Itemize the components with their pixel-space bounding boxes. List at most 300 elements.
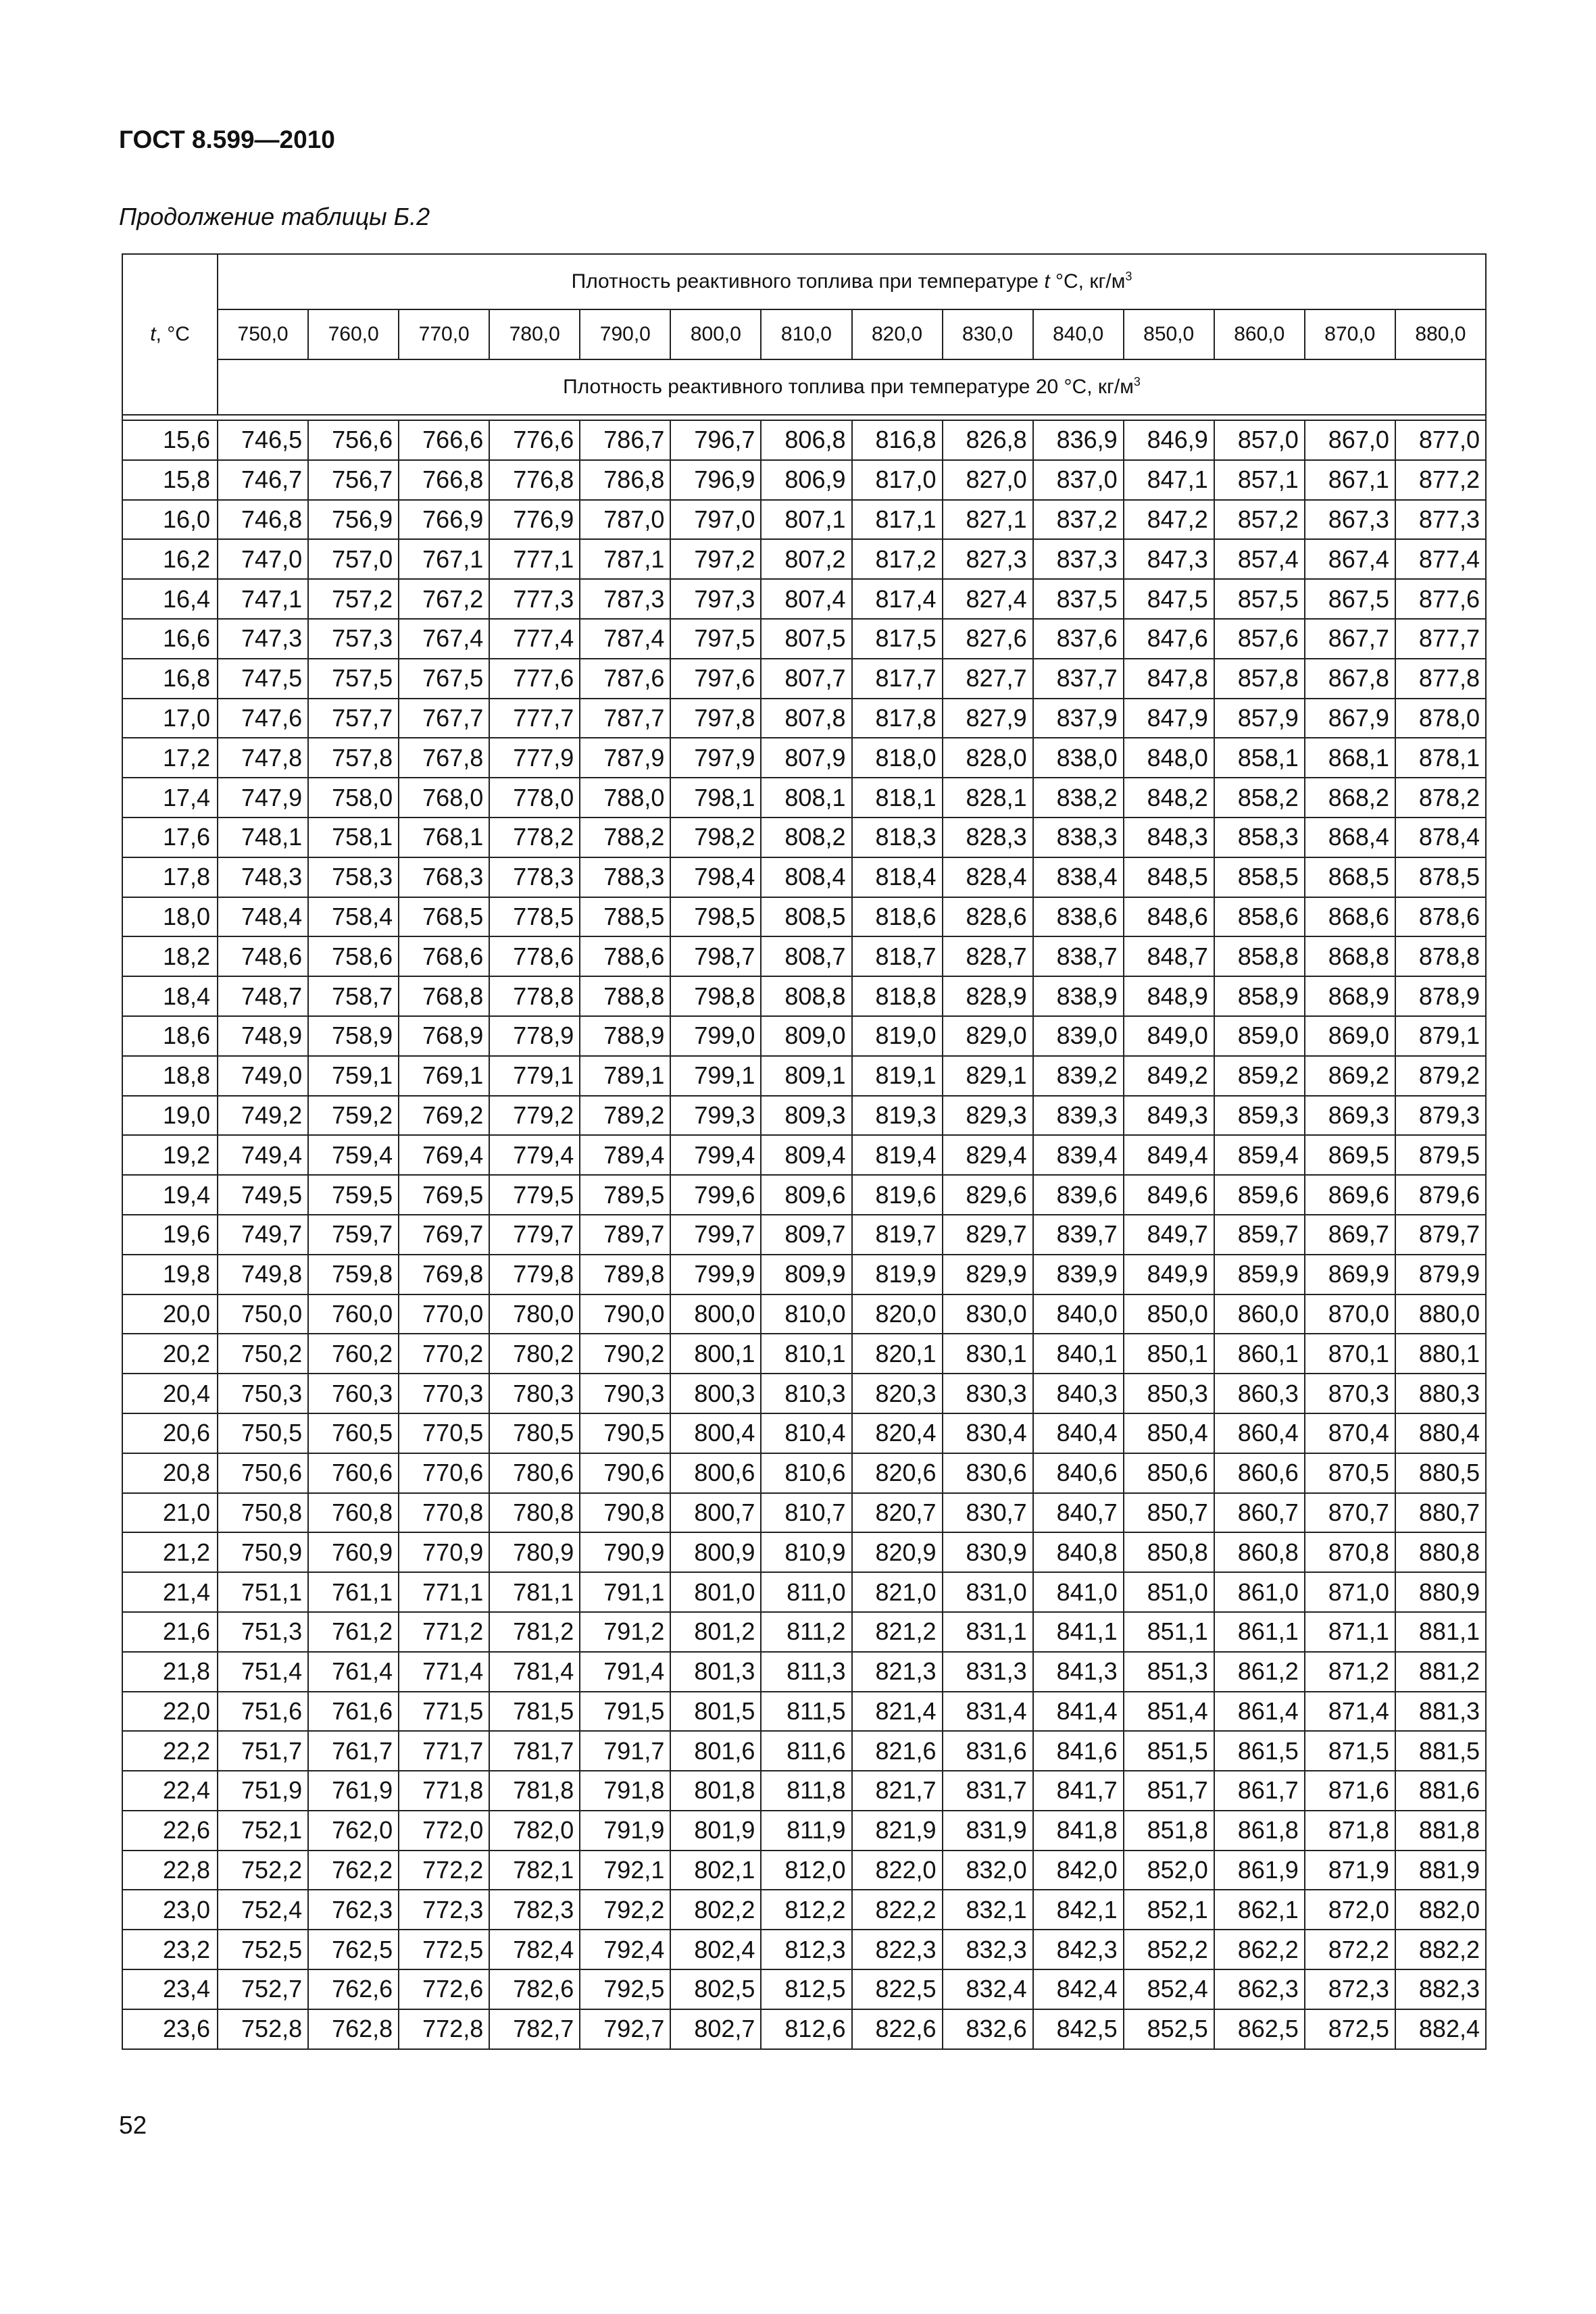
density-cell: 848,6 xyxy=(1124,897,1214,937)
density-cell: 787,0 xyxy=(580,500,670,540)
table-row xyxy=(122,1413,1486,1453)
density-cell: 747,5 xyxy=(218,659,308,699)
density-cell: 829,0 xyxy=(943,1016,1033,1056)
density-column-header: 810,0 xyxy=(761,309,851,359)
density-cell: 859,2 xyxy=(1214,1056,1305,1096)
density-cell: 880,0 xyxy=(1395,1294,1486,1334)
density-cell: 871,9 xyxy=(1305,1851,1395,1890)
density-cell: 788,3 xyxy=(580,857,670,897)
density-columns-row xyxy=(122,309,1486,359)
density-cell: 777,6 xyxy=(489,659,580,699)
density-cell: 817,4 xyxy=(852,579,943,619)
density-cell: 771,7 xyxy=(399,1731,489,1771)
density-cell: 752,8 xyxy=(218,2009,308,2049)
density-cell: 798,5 xyxy=(670,897,761,937)
table-row xyxy=(122,818,1486,857)
temperature-cell: 19,6 xyxy=(122,1215,218,1255)
density-cell: 748,6 xyxy=(218,936,308,976)
density-cell: 797,9 xyxy=(670,738,761,778)
table-row xyxy=(122,1056,1486,1096)
density-cell: 829,1 xyxy=(943,1056,1033,1096)
density-cell: 788,0 xyxy=(580,778,670,818)
density-cell: 880,7 xyxy=(1395,1493,1486,1533)
density-cell: 832,1 xyxy=(943,1890,1033,1930)
density-cell: 798,7 xyxy=(670,936,761,976)
density-cell: 820,7 xyxy=(852,1493,943,1533)
density-cell: 791,5 xyxy=(580,1692,670,1732)
density-cell: 770,9 xyxy=(399,1532,489,1572)
density-cell: 831,3 xyxy=(943,1652,1033,1692)
density-cell: 870,5 xyxy=(1305,1453,1395,1493)
density-cell: 828,7 xyxy=(943,936,1033,976)
density-cell: 851,4 xyxy=(1124,1692,1214,1732)
density-cell: 880,8 xyxy=(1395,1532,1486,1572)
density-cell: 847,8 xyxy=(1124,659,1214,699)
table-row xyxy=(122,619,1486,659)
density-cell: 850,6 xyxy=(1124,1453,1214,1493)
density-cell: 749,5 xyxy=(218,1175,308,1215)
density-cell: 768,0 xyxy=(399,778,489,818)
density-cell: 819,6 xyxy=(852,1175,943,1215)
density-cell: 788,8 xyxy=(580,976,670,1016)
density-cell: 842,0 xyxy=(1033,1851,1124,1890)
density-cell: 867,3 xyxy=(1305,500,1395,540)
table-row xyxy=(122,1493,1486,1533)
density-cell: 850,8 xyxy=(1124,1532,1214,1572)
density-cell: 748,7 xyxy=(218,976,308,1016)
density-cell: 850,4 xyxy=(1124,1413,1214,1453)
density-cell: 860,8 xyxy=(1214,1532,1305,1572)
density-cell: 798,4 xyxy=(670,857,761,897)
density-cell: 827,1 xyxy=(943,500,1033,540)
density-cell: 791,7 xyxy=(580,1731,670,1771)
density-cell: 881,5 xyxy=(1395,1731,1486,1771)
density-cell: 760,2 xyxy=(308,1334,399,1374)
density-cell: 782,4 xyxy=(489,1930,580,1969)
density-cell: 877,3 xyxy=(1395,500,1486,540)
density-cell: 881,2 xyxy=(1395,1652,1486,1692)
density-cell: 807,1 xyxy=(761,500,851,540)
table-row xyxy=(122,659,1486,699)
density-cell: 821,3 xyxy=(852,1652,943,1692)
density-cell: 861,0 xyxy=(1214,1572,1305,1612)
density-table xyxy=(122,253,1487,2050)
density-cell: 818,1 xyxy=(852,778,943,818)
density-cell: 832,3 xyxy=(943,1930,1033,1969)
density-cell: 770,5 xyxy=(399,1413,489,1453)
density-cell: 807,2 xyxy=(761,539,851,579)
density-cell: 807,7 xyxy=(761,659,851,699)
table-row xyxy=(122,1175,1486,1215)
density-cell: 818,0 xyxy=(852,738,943,778)
density-cell: 820,3 xyxy=(852,1374,943,1413)
density-column-header: 760,0 xyxy=(308,309,399,359)
density-cell: 808,1 xyxy=(761,778,851,818)
density-cell: 818,4 xyxy=(852,857,943,897)
density-cell: 757,5 xyxy=(308,659,399,699)
density-cell: 849,7 xyxy=(1124,1215,1214,1255)
density-cell: 760,8 xyxy=(308,1493,399,1533)
density-cell: 817,7 xyxy=(852,659,943,699)
density-cell: 852,4 xyxy=(1124,1969,1214,2009)
density-cell: 870,7 xyxy=(1305,1493,1395,1533)
table-row xyxy=(122,897,1486,937)
density-cell: 852,5 xyxy=(1124,2009,1214,2049)
density-cell: 768,3 xyxy=(399,857,489,897)
density-cell: 792,1 xyxy=(580,1851,670,1890)
density-cell: 802,1 xyxy=(670,1851,761,1890)
density-cell: 879,9 xyxy=(1395,1255,1486,1294)
density-cell: 802,2 xyxy=(670,1890,761,1930)
density-cell: 841,1 xyxy=(1033,1612,1124,1652)
density-cell: 797,2 xyxy=(670,539,761,579)
density-cell: 871,1 xyxy=(1305,1612,1395,1652)
density-cell: 848,0 xyxy=(1124,738,1214,778)
density-cell: 767,1 xyxy=(399,539,489,579)
density-cell: 867,8 xyxy=(1305,659,1395,699)
density-cell: 799,0 xyxy=(670,1016,761,1056)
density-cell: 840,1 xyxy=(1033,1334,1124,1374)
density-cell: 797,3 xyxy=(670,579,761,619)
temperature-cell: 22,4 xyxy=(122,1771,218,1811)
density-cell: 818,3 xyxy=(852,818,943,857)
density-cell: 766,8 xyxy=(399,460,489,500)
density-cell: 797,5 xyxy=(670,619,761,659)
density-cell: 882,0 xyxy=(1395,1890,1486,1930)
density-cell: 757,2 xyxy=(308,579,399,619)
document-code: ГОСТ 8.599—2010 xyxy=(119,126,335,153)
density-cell: 750,9 xyxy=(218,1532,308,1572)
density-cell: 857,0 xyxy=(1214,420,1305,460)
density-cell: 747,0 xyxy=(218,539,308,579)
density-cell: 770,0 xyxy=(399,1294,489,1334)
density-cell: 750,8 xyxy=(218,1493,308,1533)
density-cell: 799,3 xyxy=(670,1096,761,1136)
density-cell: 878,9 xyxy=(1395,976,1486,1016)
density-cell: 788,5 xyxy=(580,897,670,937)
density-cell: 751,3 xyxy=(218,1612,308,1652)
density-cell: 799,1 xyxy=(670,1056,761,1096)
density-cell: 879,6 xyxy=(1395,1175,1486,1215)
density-cell: 859,7 xyxy=(1214,1215,1305,1255)
density-cell: 800,0 xyxy=(670,1294,761,1334)
density-cell: 809,6 xyxy=(761,1175,851,1215)
density-cell: 812,0 xyxy=(761,1851,851,1890)
density-cell: 858,3 xyxy=(1214,818,1305,857)
density-cell: 858,2 xyxy=(1214,778,1305,818)
density-cell: 771,4 xyxy=(399,1652,489,1692)
density-cell: 778,9 xyxy=(489,1016,580,1056)
density-cell: 841,4 xyxy=(1033,1692,1124,1732)
density-cell: 772,3 xyxy=(399,1890,489,1930)
density-cell: 799,7 xyxy=(670,1215,761,1255)
density-cell: 779,4 xyxy=(489,1135,580,1175)
density-cell: 751,4 xyxy=(218,1652,308,1692)
density-cell: 877,8 xyxy=(1395,659,1486,699)
density-cell: 771,2 xyxy=(399,1612,489,1652)
density-cell: 861,1 xyxy=(1214,1612,1305,1652)
density-cell: 777,7 xyxy=(489,699,580,738)
density-cell: 749,2 xyxy=(218,1096,308,1136)
table-row xyxy=(122,1096,1486,1136)
density-cell: 752,2 xyxy=(218,1851,308,1890)
density-cell: 851,8 xyxy=(1124,1811,1214,1851)
density-cell: 746,5 xyxy=(218,420,308,460)
density-cell: 847,6 xyxy=(1124,619,1214,659)
density-cell: 882,3 xyxy=(1395,1969,1486,2009)
density-cell: 859,0 xyxy=(1214,1016,1305,1056)
density-cell: 832,0 xyxy=(943,1851,1033,1890)
density-cell: 817,8 xyxy=(852,699,943,738)
density-cell: 811,8 xyxy=(761,1771,851,1811)
density-cell: 798,8 xyxy=(670,976,761,1016)
density-cell: 777,9 xyxy=(489,738,580,778)
density-cell: 790,0 xyxy=(580,1294,670,1334)
density-cell: 839,4 xyxy=(1033,1135,1124,1175)
density-cell: 802,4 xyxy=(670,1930,761,1969)
density-cell: 839,7 xyxy=(1033,1215,1124,1255)
density-cell: 808,7 xyxy=(761,936,851,976)
density-cell: 806,9 xyxy=(761,460,851,500)
density-cell: 827,6 xyxy=(943,619,1033,659)
density-cell: 828,6 xyxy=(943,897,1033,937)
density-cell: 880,5 xyxy=(1395,1453,1486,1493)
temperature-cell: 17,2 xyxy=(122,738,218,778)
density-cell: 877,7 xyxy=(1395,619,1486,659)
density-cell: 786,8 xyxy=(580,460,670,500)
temperature-cell: 19,8 xyxy=(122,1255,218,1294)
density-cell: 879,7 xyxy=(1395,1215,1486,1255)
density-column-header: 880,0 xyxy=(1395,309,1486,359)
density-cell: 839,3 xyxy=(1033,1096,1124,1136)
density-cell: 808,8 xyxy=(761,976,851,1016)
density-cell: 837,5 xyxy=(1033,579,1124,619)
density-cell: 871,2 xyxy=(1305,1652,1395,1692)
density-cell: 759,5 xyxy=(308,1175,399,1215)
table-row xyxy=(122,1215,1486,1255)
density-cell: 779,7 xyxy=(489,1215,580,1255)
density-cell: 839,0 xyxy=(1033,1016,1124,1056)
density-cell: 830,0 xyxy=(943,1294,1033,1334)
table-row xyxy=(122,579,1486,619)
density-cell: 857,9 xyxy=(1214,699,1305,738)
density-cell: 762,5 xyxy=(308,1930,399,1969)
density-cell: 857,8 xyxy=(1214,659,1305,699)
density-cell: 746,8 xyxy=(218,500,308,540)
density-cell: 788,6 xyxy=(580,936,670,976)
density-cell: 821,9 xyxy=(852,1811,943,1851)
table-row xyxy=(122,738,1486,778)
density-cell: 842,1 xyxy=(1033,1890,1124,1930)
density-cell: 789,5 xyxy=(580,1175,670,1215)
density-cell: 861,4 xyxy=(1214,1692,1305,1732)
density-cell: 880,4 xyxy=(1395,1413,1486,1453)
density-cell: 881,1 xyxy=(1395,1612,1486,1652)
density-cell: 869,7 xyxy=(1305,1215,1395,1255)
density-cell: 799,4 xyxy=(670,1135,761,1175)
density-cell: 777,1 xyxy=(489,539,580,579)
table-row xyxy=(122,1016,1486,1056)
density-cell: 872,2 xyxy=(1305,1930,1395,1969)
density-cell: 809,1 xyxy=(761,1056,851,1096)
density-cell: 836,9 xyxy=(1033,420,1124,460)
temperature-cell: 20,0 xyxy=(122,1294,218,1334)
density-cell: 871,4 xyxy=(1305,1692,1395,1732)
density-cell: 850,0 xyxy=(1124,1294,1214,1334)
density-column-header: 860,0 xyxy=(1214,309,1305,359)
temperature-cell: 16,2 xyxy=(122,539,218,579)
density-cell: 821,4 xyxy=(852,1692,943,1732)
density-cell: 812,2 xyxy=(761,1890,851,1930)
density-cell: 849,4 xyxy=(1124,1135,1214,1175)
top-header: Плотность реактивного топлива при температуре t °С, $кг/м^3$ xyxy=(218,254,1486,309)
density-column-header: 870,0 xyxy=(1305,309,1395,359)
density-cell: 847,2 xyxy=(1124,500,1214,540)
density-cell: 801,3 xyxy=(670,1652,761,1692)
table-row xyxy=(122,1811,1486,1851)
density-cell: 878,8 xyxy=(1395,936,1486,976)
temperature-cell: 16,0 xyxy=(122,500,218,540)
density-cell: 792,7 xyxy=(580,2009,670,2049)
density-cell: 870,8 xyxy=(1305,1532,1395,1572)
density-cell: 831,4 xyxy=(943,1692,1033,1732)
temperature-cell: 16,8 xyxy=(122,659,218,699)
density-cell: 818,6 xyxy=(852,897,943,937)
density-cell: 851,0 xyxy=(1124,1572,1214,1612)
table-row xyxy=(122,1374,1486,1413)
density-cell: 798,2 xyxy=(670,818,761,857)
density-cell: 768,6 xyxy=(399,936,489,976)
density-cell: 758,6 xyxy=(308,936,399,976)
density-cell: 792,5 xyxy=(580,1969,670,2009)
density-cell: 792,4 xyxy=(580,1930,670,1969)
density-cell: 862,3 xyxy=(1214,1969,1305,2009)
table-row xyxy=(122,1851,1486,1890)
density-cell: 869,9 xyxy=(1305,1255,1395,1294)
density-cell: 810,6 xyxy=(761,1453,851,1493)
density-cell: 781,2 xyxy=(489,1612,580,1652)
table-row xyxy=(122,500,1486,540)
density-cell: 829,6 xyxy=(943,1175,1033,1215)
density-cell: 829,4 xyxy=(943,1135,1033,1175)
density-cell: 776,8 xyxy=(489,460,580,500)
density-cell: 817,1 xyxy=(852,500,943,540)
density-cell: 857,2 xyxy=(1214,500,1305,540)
density-cell: 772,5 xyxy=(399,1930,489,1969)
density-cell: 778,6 xyxy=(489,936,580,976)
density-cell: 827,3 xyxy=(943,539,1033,579)
density-cell: 870,1 xyxy=(1305,1334,1395,1374)
density-cell: 779,2 xyxy=(489,1096,580,1136)
density-cell: 782,3 xyxy=(489,1890,580,1930)
table-row xyxy=(122,1572,1486,1612)
density-cell: 850,1 xyxy=(1124,1334,1214,1374)
density-cell: 769,8 xyxy=(399,1255,489,1294)
table-row xyxy=(122,1969,1486,2009)
density-cell: 840,3 xyxy=(1033,1374,1124,1413)
density-cell: 809,7 xyxy=(761,1215,851,1255)
density-cell: 747,6 xyxy=(218,699,308,738)
density-cell: 779,8 xyxy=(489,1255,580,1294)
density-cell: 821,2 xyxy=(852,1612,943,1652)
density-cell: 851,3 xyxy=(1124,1652,1214,1692)
density-cell: 878,1 xyxy=(1395,738,1486,778)
density-cell: 778,5 xyxy=(489,897,580,937)
temperature-cell: 19,0 xyxy=(122,1096,218,1136)
density-cell: 862,1 xyxy=(1214,1890,1305,1930)
density-cell: 782,1 xyxy=(489,1851,580,1890)
density-cell: 747,9 xyxy=(218,778,308,818)
density-cell: 852,2 xyxy=(1124,1930,1214,1969)
table-caption: Продолжение таблицы Б.2 xyxy=(119,203,430,230)
density-cell: 840,4 xyxy=(1033,1413,1124,1453)
density-cell: 818,8 xyxy=(852,976,943,1016)
density-cell: 827,9 xyxy=(943,699,1033,738)
density-cell: 790,5 xyxy=(580,1413,670,1453)
density-cell: 759,8 xyxy=(308,1255,399,1294)
density-cell: 870,0 xyxy=(1305,1294,1395,1334)
density-column-header: 750,0 xyxy=(218,309,308,359)
density-cell: 858,5 xyxy=(1214,857,1305,897)
density-cell: 801,9 xyxy=(670,1811,761,1851)
table-row xyxy=(122,460,1486,500)
density-cell: 752,5 xyxy=(218,1930,308,1969)
density-cell: 790,2 xyxy=(580,1334,670,1374)
density-cell: 832,4 xyxy=(943,1969,1033,2009)
density-cell: 761,6 xyxy=(308,1692,399,1732)
density-cell: 858,9 xyxy=(1214,976,1305,1016)
density-cell: 817,0 xyxy=(852,460,943,500)
density-cell: 781,5 xyxy=(489,1692,580,1732)
density-cell: 780,2 xyxy=(489,1334,580,1374)
density-cell: 758,4 xyxy=(308,897,399,937)
density-cell: 860,1 xyxy=(1214,1334,1305,1374)
density-cell: 758,9 xyxy=(308,1016,399,1056)
density-cell: 861,9 xyxy=(1214,1851,1305,1890)
density-cell: 880,3 xyxy=(1395,1374,1486,1413)
density-cell: 800,9 xyxy=(670,1532,761,1572)
density-cell: 800,1 xyxy=(670,1334,761,1374)
density-cell: 822,2 xyxy=(852,1890,943,1930)
density-cell: 877,6 xyxy=(1395,579,1486,619)
header-separator xyxy=(122,415,1486,420)
temperature-cell: 18,2 xyxy=(122,936,218,976)
density-cell: 810,0 xyxy=(761,1294,851,1334)
density-cell: 768,5 xyxy=(399,897,489,937)
density-cell: 772,0 xyxy=(399,1811,489,1851)
temperature-cell: 23,6 xyxy=(122,2009,218,2049)
density-cell: 848,5 xyxy=(1124,857,1214,897)
density-cell: 760,6 xyxy=(308,1453,399,1493)
density-cell: 760,5 xyxy=(308,1413,399,1453)
density-cell: 878,2 xyxy=(1395,778,1486,818)
density-cell: 807,4 xyxy=(761,579,851,619)
density-cell: 752,1 xyxy=(218,1811,308,1851)
density-cell: 809,0 xyxy=(761,1016,851,1056)
density-cell: 842,4 xyxy=(1033,1969,1124,2009)
density-cell: 790,3 xyxy=(580,1374,670,1413)
density-cell: 762,6 xyxy=(308,1969,399,2009)
density-cell: 879,3 xyxy=(1395,1096,1486,1136)
density-cell: 748,4 xyxy=(218,897,308,937)
density-cell: 778,8 xyxy=(489,976,580,1016)
density-cell: 852,0 xyxy=(1124,1851,1214,1890)
density-cell: 830,7 xyxy=(943,1493,1033,1533)
density-cell: 781,1 xyxy=(489,1572,580,1612)
density-cell: 838,7 xyxy=(1033,936,1124,976)
density-cell: 861,7 xyxy=(1214,1771,1305,1811)
density-cell: 781,4 xyxy=(489,1652,580,1692)
